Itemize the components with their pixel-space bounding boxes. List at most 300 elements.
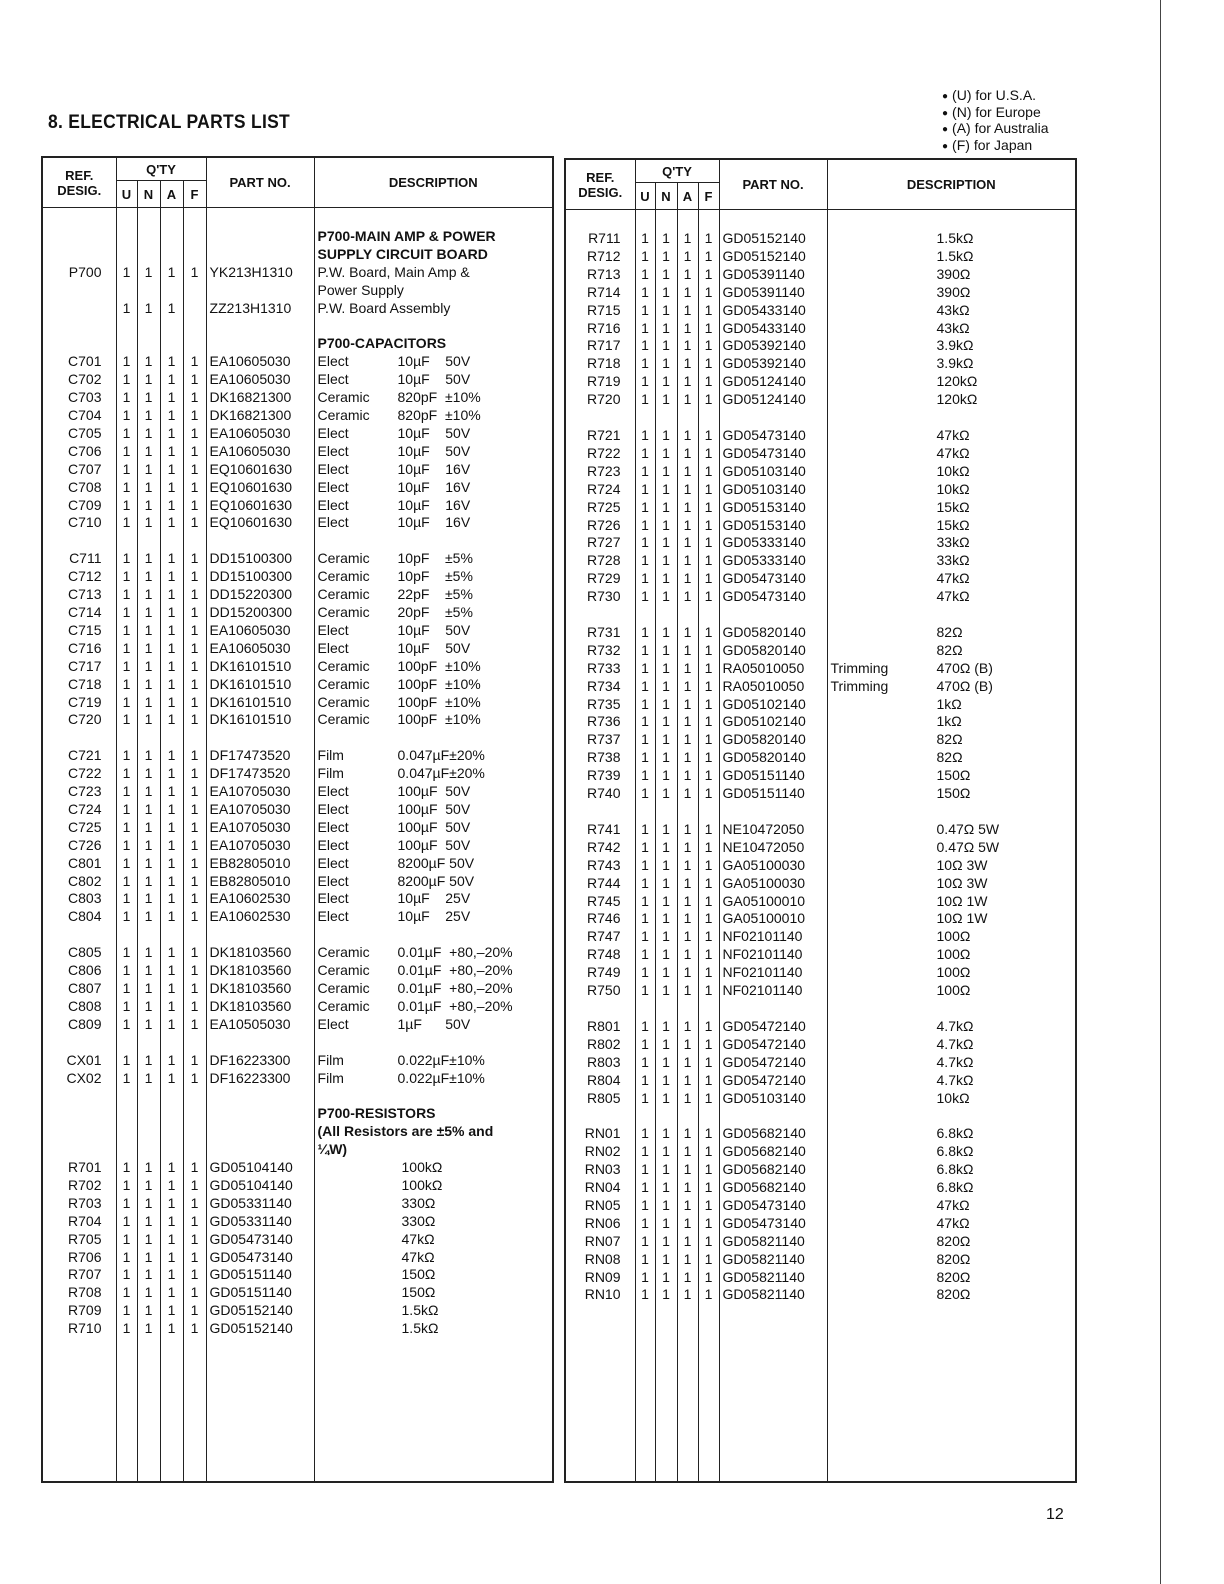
qty-cell: 1 (677, 1286, 698, 1304)
table-row (42, 962, 553, 980)
qty-cell: 1 (116, 711, 137, 729)
table-row (565, 284, 1076, 302)
qty-cell: 1 (698, 1233, 719, 1251)
qty-cell: 1 (655, 731, 677, 749)
qty-cell: 1 (677, 749, 698, 767)
table-row (42, 890, 553, 908)
part-no-cell: DD15220300 (206, 586, 314, 604)
qty-cell: 1 (160, 1249, 183, 1267)
qty-cell: 1 (677, 517, 698, 535)
qty-cell: 1 (183, 264, 206, 282)
qty-cell: 1 (635, 463, 655, 481)
table-row (42, 747, 553, 765)
qty-cell: 1 (655, 1233, 677, 1251)
qty-cell (137, 335, 160, 353)
qty-cell: 1 (635, 570, 655, 588)
qty-cell: 1 (677, 713, 698, 731)
part-no-cell: GD05820140 (719, 731, 827, 749)
ref-desig-cell (42, 729, 116, 747)
resistance-value: 47kΩ (936, 444, 970, 461)
part-no-cell (719, 803, 827, 821)
table-row (565, 1233, 1076, 1251)
qty-cell (677, 1107, 698, 1125)
qty-cell: 1 (698, 946, 719, 964)
qty-cell: 1 (160, 550, 183, 568)
resistance-value: 47kΩ (401, 1230, 435, 1247)
qty-cell: 1 (655, 946, 677, 964)
qty-cell: 1 (635, 373, 655, 391)
qty-cell: 1 (116, 998, 137, 1016)
table-row (42, 318, 553, 336)
resistance-value: 0.47Ω 5W (936, 838, 1000, 855)
qty-cell: 1 (655, 499, 677, 517)
component-type: Elect (317, 639, 349, 656)
part-no-cell: DK18103560 (206, 998, 314, 1016)
part-no-cell: RA05010050 (719, 660, 827, 678)
spacer-cell (314, 208, 553, 229)
qty-cell: 1 (655, 893, 677, 911)
qty-cell: 1 (635, 928, 655, 946)
table-row (565, 1000, 1076, 1018)
description-cell (314, 998, 553, 1016)
part-no-cell: GD05391140 (719, 284, 827, 302)
qty-cell: 1 (677, 320, 698, 338)
qty-cell: 1 (160, 819, 183, 837)
qty-cell (160, 1034, 183, 1052)
description-cell (314, 783, 553, 801)
qty-cell: 1 (655, 373, 677, 391)
ref-desig-cell: C804 (42, 908, 116, 926)
part-no-cell (206, 1123, 314, 1141)
qty-cell: 1 (698, 964, 719, 982)
part-no-cell: GD05392140 (719, 337, 827, 355)
description-cell (314, 622, 553, 640)
description-cell (827, 409, 1076, 427)
part-no-cell: NE10472050 (719, 839, 827, 857)
qty-cell: 1 (116, 1177, 137, 1195)
qty-cell: 1 (655, 391, 677, 409)
qty-cell (635, 409, 655, 427)
description-cell (314, 1105, 553, 1123)
qty-cell: 1 (137, 1231, 160, 1249)
spacer-cell (565, 210, 635, 231)
part-no-cell: DK16101510 (206, 676, 314, 694)
table-row (565, 320, 1076, 338)
qty-cell: 1 (677, 552, 698, 570)
ref-desig-cell: R734 (565, 678, 635, 696)
legend-item-australia: ● (A) for Australia (942, 121, 1049, 138)
table-row (565, 893, 1076, 911)
part-no-cell: GD05821140 (719, 1233, 827, 1251)
part-no-cell: GD05821140 (719, 1286, 827, 1304)
qty-cell (183, 1034, 206, 1052)
qty-cell (655, 1107, 677, 1125)
description-cell (827, 606, 1076, 624)
part-no-cell: DD15200300 (206, 604, 314, 622)
qty-cell: 1 (183, 550, 206, 568)
legend-item-europe: ● (N) for Europe (942, 105, 1049, 122)
table-row (42, 1284, 553, 1302)
resistance-value: 820Ω (936, 1268, 971, 1285)
qty-cell: 1 (116, 300, 137, 318)
table-row (565, 373, 1076, 391)
spacer-cell (206, 208, 314, 229)
table-row (565, 409, 1076, 427)
qty-cell: 1 (698, 642, 719, 660)
part-no-cell: GA05100010 (719, 893, 827, 911)
qty-cell: 1 (677, 1090, 698, 1108)
table-row (42, 926, 553, 944)
resistance-value: 120kΩ (936, 373, 978, 390)
description-cell (827, 284, 1076, 302)
qty-cell: 1 (160, 837, 183, 855)
ref-desig-cell: R728 (565, 552, 635, 570)
qty-cell: 1 (635, 660, 655, 678)
table-row (565, 821, 1076, 839)
part-no-cell: GD05472140 (719, 1036, 827, 1054)
component-type: Elect (317, 872, 349, 889)
qty-cell: 1 (635, 749, 655, 767)
resistance-value: 33kΩ (936, 534, 970, 551)
ref-desig-cell: R750 (565, 982, 635, 1000)
ref-desig-cell: C723 (42, 783, 116, 801)
table-row (42, 497, 553, 515)
qty-cell (677, 803, 698, 821)
description-cell (314, 873, 553, 891)
qty-cell (677, 606, 698, 624)
resistance-value: 100kΩ (401, 1159, 443, 1176)
qty-cell: 1 (116, 353, 137, 371)
component-type: Ceramic (317, 711, 370, 728)
spacer-cell (314, 1338, 553, 1482)
description-cell (314, 425, 553, 443)
qty-cell (160, 318, 183, 336)
table-row (42, 819, 553, 837)
qty-cell: 1 (160, 1070, 183, 1088)
description-cell (827, 373, 1076, 391)
qty-cell: 1 (677, 427, 698, 445)
qty-cell: 1 (698, 1036, 719, 1054)
ref-desig-cell (42, 300, 116, 318)
ref-desig-cell: R740 (565, 785, 635, 803)
qty-cell (160, 282, 183, 300)
ref-desig-cell: RN03 (565, 1161, 635, 1179)
qty-cell: 1 (655, 660, 677, 678)
qty-n-header: N (655, 183, 677, 210)
table-row (42, 980, 553, 998)
table-row (42, 532, 553, 550)
ref-desig-cell: RN01 (565, 1125, 635, 1143)
qty-cell: 1 (183, 873, 206, 891)
ref-desig-cell: R726 (565, 517, 635, 535)
part-no-cell (206, 335, 314, 353)
description-cell (314, 711, 553, 729)
part-no-cell: GD05821140 (719, 1251, 827, 1269)
description-cell (314, 1177, 553, 1195)
description-cell (314, 282, 553, 300)
resistance-value: 100Ω (936, 946, 971, 963)
qty-cell (655, 409, 677, 427)
component-value: 10µF 50V (397, 371, 471, 388)
qty-cell: 1 (635, 678, 655, 696)
qty-cell: 1 (160, 1177, 183, 1195)
description-cell (314, 962, 553, 980)
qty-cell: 1 (655, 1286, 677, 1304)
description-cell (314, 318, 553, 336)
qty-cell (116, 532, 137, 550)
table-row (565, 1090, 1076, 1108)
component-type: Film (317, 747, 344, 764)
ref-desig-cell: R802 (565, 1036, 635, 1054)
ref-desig-cell: C719 (42, 694, 116, 712)
qty-cell: 1 (137, 819, 160, 837)
qty-cell: 1 (677, 1036, 698, 1054)
qty-cell: 1 (698, 1197, 719, 1215)
ref-desig-cell: R724 (565, 481, 635, 499)
table-row (565, 696, 1076, 714)
part-no-cell (206, 228, 314, 246)
ref-desig-cell: C710 (42, 514, 116, 532)
ref-desig-cell: R715 (565, 302, 635, 320)
ref-desig-cell: R716 (565, 320, 635, 338)
ref-desig-cell: C720 (42, 711, 116, 729)
description-cell (827, 1000, 1076, 1018)
description-cell (314, 1320, 553, 1338)
table-row (565, 355, 1076, 373)
ref-desig-cell: C709 (42, 497, 116, 515)
ref-desig-cell: C714 (42, 604, 116, 622)
description-text: P.W. Board Assembly (317, 299, 451, 316)
qty-cell: 1 (160, 497, 183, 515)
qty-cell (116, 318, 137, 336)
resistance-value: 1.5kΩ (936, 247, 974, 264)
component-type: Ceramic (317, 997, 370, 1014)
description-cell (827, 481, 1076, 499)
ref-desig-cell: R708 (42, 1284, 116, 1302)
ref-desig-cell: R746 (565, 910, 635, 928)
qty-cell: 1 (137, 998, 160, 1016)
qty-cell: 1 (183, 1177, 206, 1195)
qty-cell: 1 (137, 1284, 160, 1302)
ref-desig-cell (42, 1034, 116, 1052)
ref-desig-cell: C805 (42, 944, 116, 962)
part-no-cell (206, 282, 314, 300)
resistance-value: 820Ω (936, 1286, 971, 1303)
ref-desig-cell: R703 (42, 1195, 116, 1213)
qty-cell: 1 (635, 517, 655, 535)
qty-cell: 1 (137, 425, 160, 443)
qty-cell: 1 (137, 765, 160, 783)
resistance-value: 6.8kΩ (936, 1125, 974, 1142)
qty-cell (160, 246, 183, 264)
qty-cell: 1 (655, 767, 677, 785)
description-cell (827, 678, 1076, 696)
qty-cell: 1 (137, 873, 160, 891)
table-row (42, 1070, 553, 1088)
part-no-cell: EQ10601630 (206, 461, 314, 479)
ref-desig-cell (565, 1107, 635, 1125)
part-no-cell: DK16821300 (206, 389, 314, 407)
qty-cell: 1 (677, 821, 698, 839)
table-row (565, 499, 1076, 517)
qty-cell: 1 (635, 337, 655, 355)
part-no-cell: NF02101140 (719, 982, 827, 1000)
qty-cell: 1 (160, 371, 183, 389)
description-cell (827, 982, 1076, 1000)
ref-desig-cell (42, 1105, 116, 1123)
part-no-cell: GD05152140 (206, 1320, 314, 1338)
qty-cell (698, 803, 719, 821)
qty-cell (183, 1105, 206, 1123)
qty-cell (183, 282, 206, 300)
table-row (42, 1213, 553, 1231)
qty-cell: 1 (677, 1269, 698, 1287)
ref-desig-cell: R727 (565, 534, 635, 552)
qty-cell (698, 606, 719, 624)
qty-cell: 1 (655, 230, 677, 248)
qty-cell: 1 (183, 568, 206, 586)
qty-cell: 1 (655, 875, 677, 893)
qty-cell: 1 (183, 604, 206, 622)
qty-cell: 1 (635, 893, 655, 911)
qty-cell: 1 (160, 747, 183, 765)
spacer-cell (698, 1304, 719, 1482)
qty-cell: 1 (116, 765, 137, 783)
qty-cell: 1 (116, 443, 137, 461)
ref-desig-cell: R712 (565, 248, 635, 266)
qty-cell: 1 (635, 1036, 655, 1054)
ref-desig-cell: R732 (565, 642, 635, 660)
qty-cell: 1 (698, 552, 719, 570)
qty-cell: 1 (635, 767, 655, 785)
component-value: 10µF 16V (397, 478, 471, 495)
description-cell (827, 928, 1076, 946)
ref-desig-cell: R722 (565, 445, 635, 463)
qty-cell: 1 (116, 1302, 137, 1320)
description-cell (827, 731, 1076, 749)
component-value: 0.022µF±10% (397, 1051, 485, 1068)
qty-cell: 1 (677, 355, 698, 373)
qty-cell: 1 (655, 928, 677, 946)
ref-desig-cell: R801 (565, 1018, 635, 1036)
qty-cell (635, 606, 655, 624)
table-row (565, 785, 1076, 803)
qty-cell (137, 1123, 160, 1141)
table-row (42, 335, 553, 353)
qty-u-header: U (635, 183, 655, 210)
ref-desig-cell: C703 (42, 389, 116, 407)
part-no-cell: GD05152140 (719, 230, 827, 248)
component-value: 10µF 50V (397, 442, 471, 459)
qty-cell: 1 (116, 1052, 137, 1070)
component-type: Elect (317, 496, 349, 513)
part-no-cell: DK16101510 (206, 711, 314, 729)
table-row (565, 1143, 1076, 1161)
table-row (565, 1269, 1076, 1287)
qty-cell: 1 (655, 1036, 677, 1054)
spacer-cell (827, 210, 1076, 231)
description-cell (314, 228, 553, 246)
qty-cell: 1 (635, 839, 655, 857)
spacer-cell (160, 1338, 183, 1482)
part-no-cell: EA10605030 (206, 353, 314, 371)
part-no-cell: GD05151140 (719, 767, 827, 785)
table-row (565, 803, 1076, 821)
component-type: Ceramic (317, 980, 370, 996)
qty-cell: 1 (137, 1070, 160, 1088)
qty-cell: 1 (183, 1320, 206, 1338)
ref-desig-cell: R702 (42, 1177, 116, 1195)
description-cell (827, 1090, 1076, 1108)
qty-cell: 1 (160, 944, 183, 962)
ref-desig-cell: R745 (565, 893, 635, 911)
qty-cell: 1 (137, 389, 160, 407)
component-type: Elect (317, 621, 349, 638)
qty-cell: 1 (160, 407, 183, 425)
resistance-value: 82Ω (936, 623, 963, 640)
ref-desig-cell (42, 926, 116, 944)
part-no-cell (206, 1141, 314, 1159)
page-edge-line (1160, 0, 1161, 1584)
table-row (42, 1052, 553, 1070)
table-row (565, 767, 1076, 785)
description-header: DESCRIPTION (827, 159, 1076, 210)
resistance-value: 1.5kΩ (401, 1320, 439, 1337)
qty-cell: 1 (183, 443, 206, 461)
description-cell (827, 1125, 1076, 1143)
table-row (42, 1087, 553, 1105)
part-no-cell: GD05682140 (719, 1179, 827, 1197)
qty-cell: 1 (160, 855, 183, 873)
qty-cell: 1 (677, 248, 698, 266)
component-value: 8200µF 50V (397, 854, 475, 871)
component-value: 10µF 16V (397, 460, 471, 477)
qty-cell: 1 (655, 1161, 677, 1179)
qty-cell: 1 (183, 425, 206, 443)
qty-cell: 1 (677, 1215, 698, 1233)
resistance-value: 82Ω (936, 731, 963, 748)
table-row (42, 353, 553, 371)
component-type: Elect (317, 1015, 349, 1032)
qty-cell: 1 (160, 998, 183, 1016)
component-type: Ceramic (317, 389, 370, 406)
qty-cell (160, 228, 183, 246)
ref-desig-cell: C806 (42, 962, 116, 980)
filler-row (565, 1304, 1076, 1482)
ref-desig-cell: C707 (42, 461, 116, 479)
ref-desig-cell: R704 (42, 1213, 116, 1231)
table-row (565, 660, 1076, 678)
ref-desig-cell: R705 (42, 1231, 116, 1249)
qty-cell (116, 729, 137, 747)
qty-cell: 1 (137, 371, 160, 389)
qty-cell: 1 (183, 980, 206, 998)
qty-cell (183, 1141, 206, 1159)
qty-cell: 1 (635, 624, 655, 642)
qty-cell: 1 (183, 1070, 206, 1088)
description-cell (827, 1072, 1076, 1090)
qty-cell: 1 (635, 1215, 655, 1233)
qty-cell: 1 (635, 713, 655, 731)
qty-cell (137, 1105, 160, 1123)
qty-cell: 1 (116, 980, 137, 998)
qty-cell: 1 (137, 479, 160, 497)
spacer-cell (116, 1338, 137, 1482)
qty-cell: 1 (160, 1302, 183, 1320)
qty-cell (160, 335, 183, 353)
description-cell (314, 837, 553, 855)
qty-cell: 1 (160, 353, 183, 371)
